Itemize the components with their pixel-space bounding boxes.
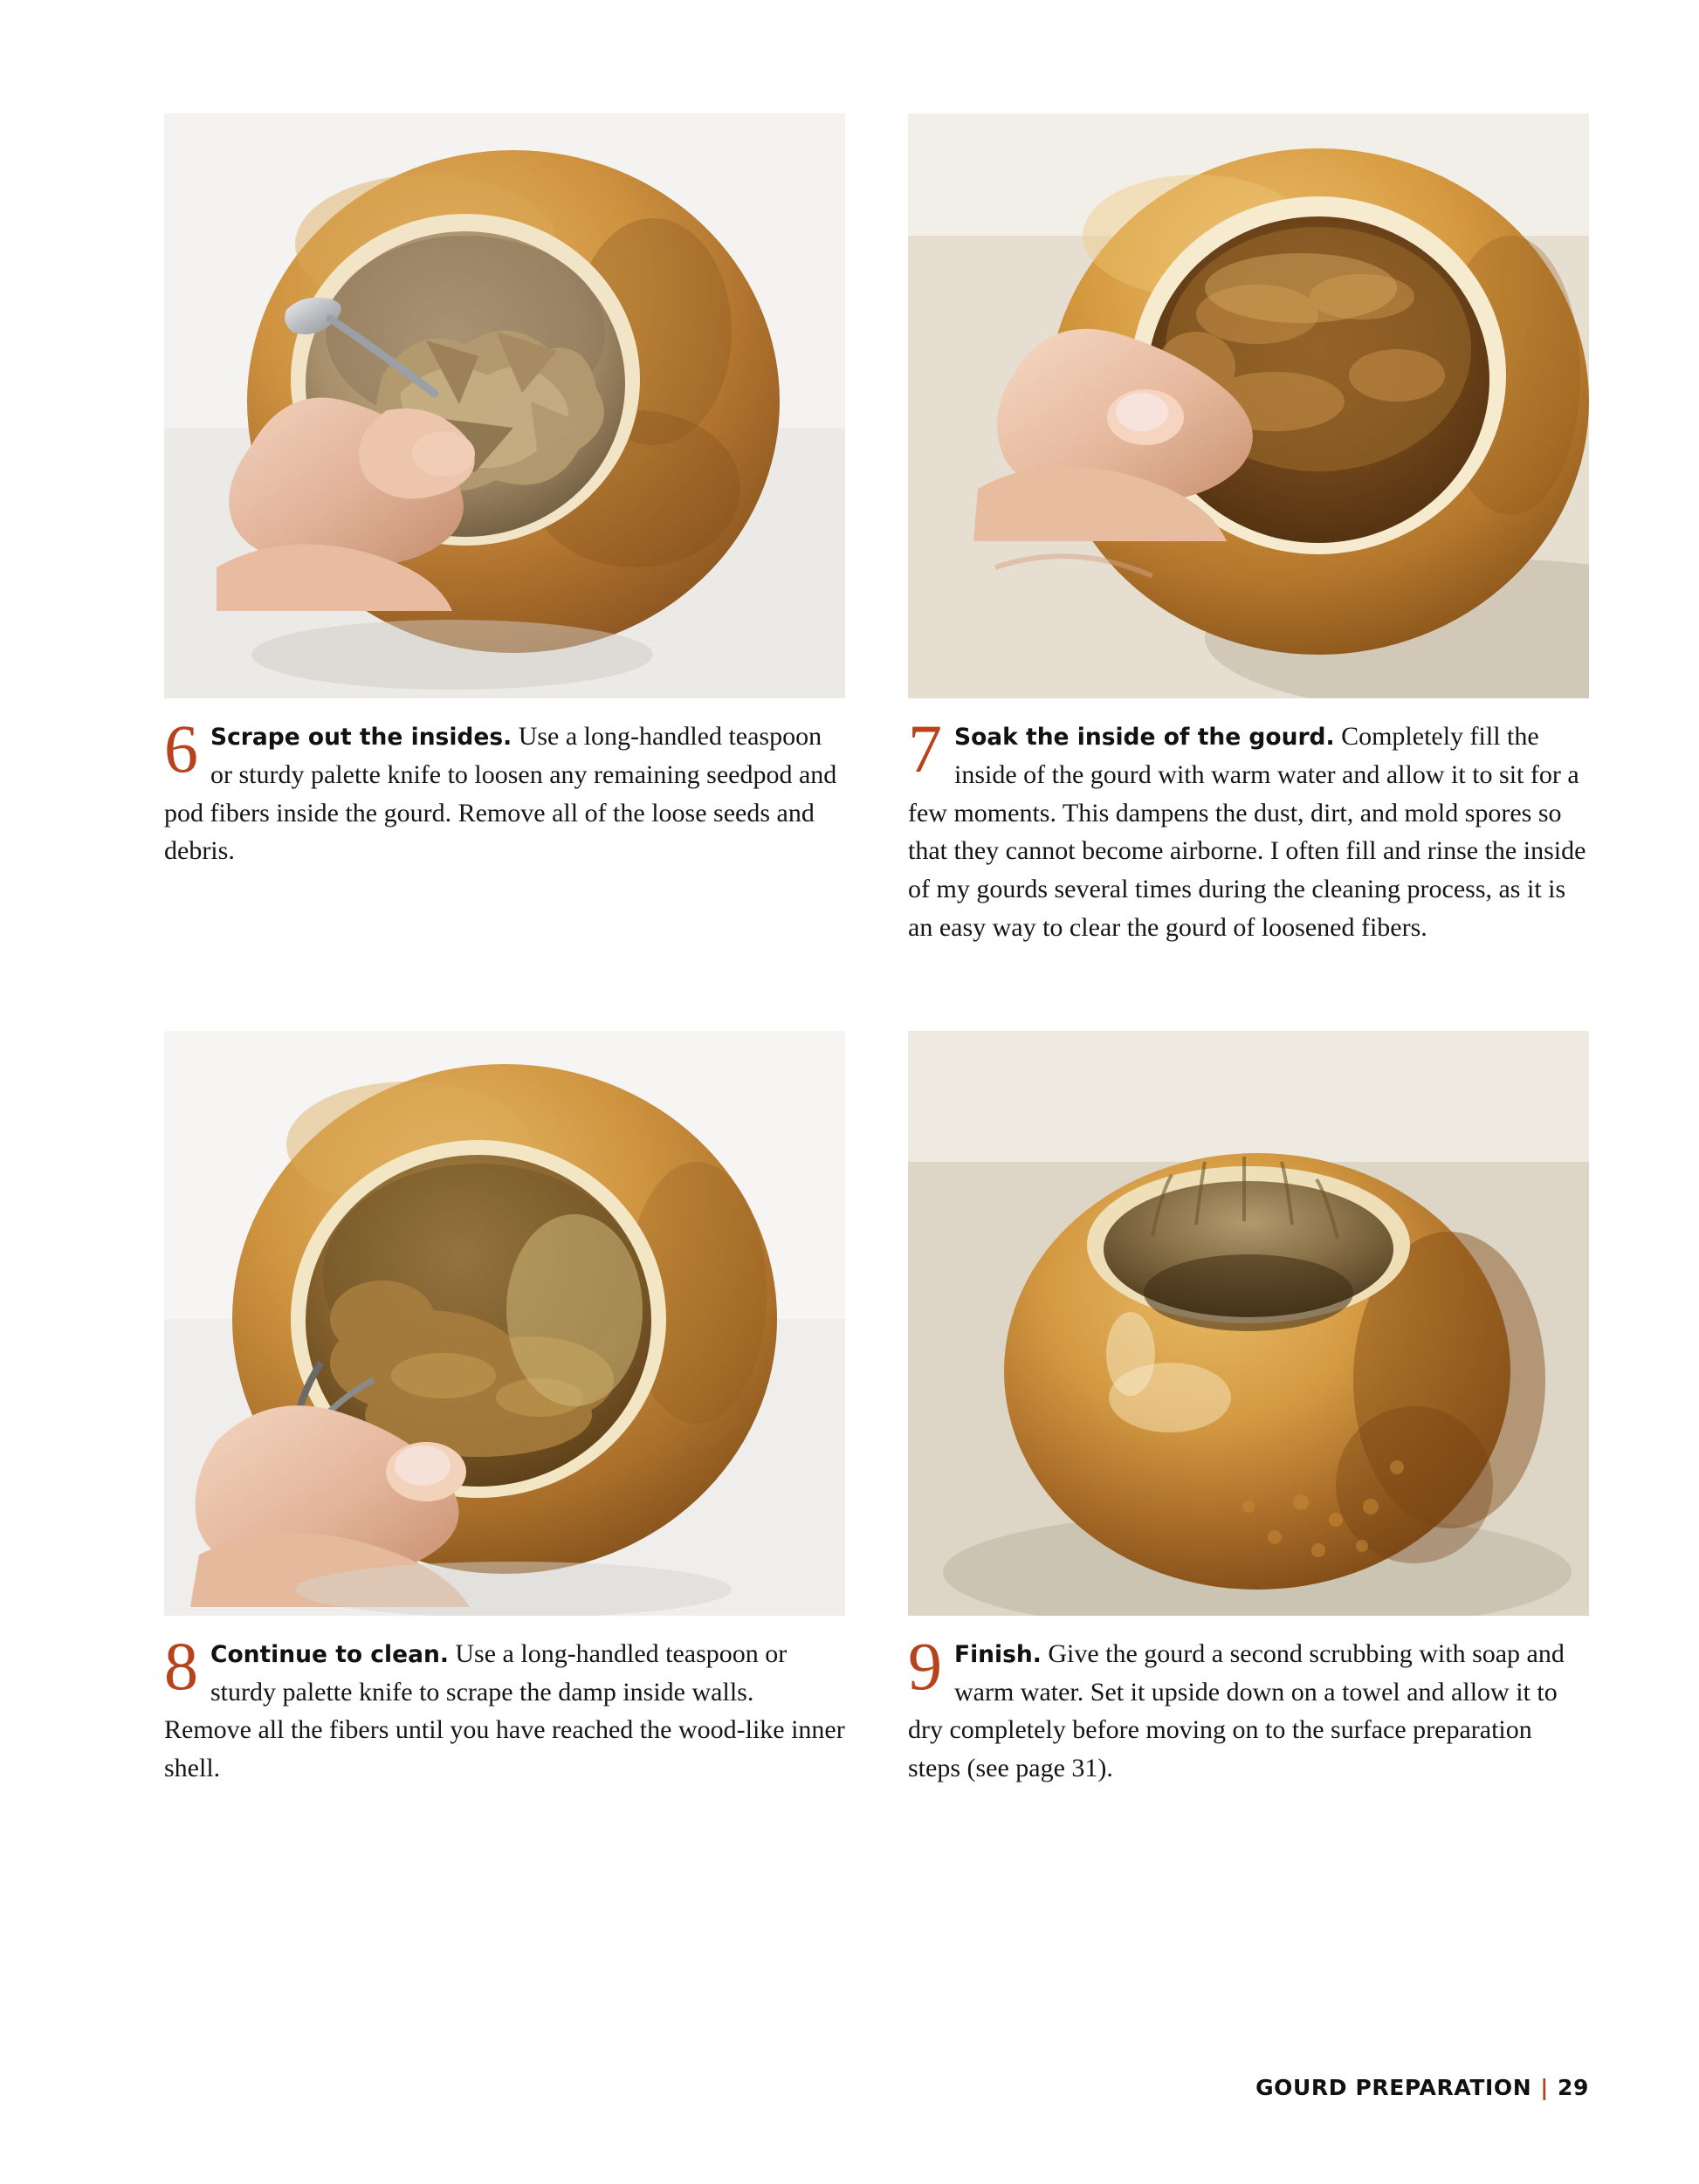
- step-6-lead: Scrape out the insides.: [210, 724, 512, 751]
- step-8-number: 8: [164, 1627, 198, 1704]
- step-6-body: Use a long-handled teaspoon or sturdy palette knife to loosen any remaining seedpod and pod fibers inside the gourd. Remove all of the loose seeds and debris.: [164, 722, 837, 866]
- step-9-caption: [908, 1627, 1589, 1788]
- step-7-lead: Soak the inside of the gourd.: [954, 724, 1335, 751]
- steps-grid-top: [164, 113, 1589, 947]
- page-footer: [1255, 2075, 1589, 2100]
- step-7-caption: [908, 711, 1589, 947]
- steps-grid-bottom: [164, 1031, 1589, 1788]
- step-9-body: Give the gourd a second scrubbing with soap and warm water. Set it upside down on a towel and allow it to dry completely before moving on to the surface preparation steps (see page 31).: [908, 1638, 1565, 1783]
- step-6-caption: [164, 711, 845, 870]
- step-8-caption: [164, 1627, 845, 1788]
- step-8-body: Use a long-handled teaspoon or sturdy palette knife to scrape the damp inside walls. Remove all the fibers until you have reached the wood-like inner shell.: [164, 1638, 845, 1783]
- step-7-number: 7: [908, 711, 942, 786]
- step-cell-8: [164, 1031, 845, 1788]
- step-9-lead: Finish.: [954, 1640, 1042, 1668]
- step-cell-6: [164, 113, 845, 947]
- step-8-lead: Continue to clean.: [210, 1640, 449, 1668]
- step-cell-7: [908, 113, 1589, 947]
- step-7-body: Completely fill the inside of the gourd with warm water and allow it to sit for a few moments. This dampens the dust, dirt, and mold spores so that they cannot become airborne. I often fill and rinse the inside of my gourds several times during the cleaning process, as it is an easy way to clear the gourd of loosened fibers.: [908, 722, 1586, 942]
- footer-separator: |: [1540, 2075, 1549, 2100]
- page-number: 29: [1558, 2075, 1589, 2100]
- footer-section-title: GOURD PREPARATION: [1255, 2075, 1532, 2100]
- step-7-photo: [908, 113, 1589, 698]
- step-6-number: 6: [164, 711, 198, 786]
- step-cell-9: [908, 1031, 1589, 1788]
- page-content: [164, 113, 1589, 1788]
- row-spacer: [164, 947, 1589, 1031]
- step-8-photo: [164, 1031, 845, 1616]
- step-9-photo: [908, 1031, 1589, 1616]
- step-6-photo: [164, 113, 845, 698]
- step-9-number: 9: [908, 1627, 942, 1704]
